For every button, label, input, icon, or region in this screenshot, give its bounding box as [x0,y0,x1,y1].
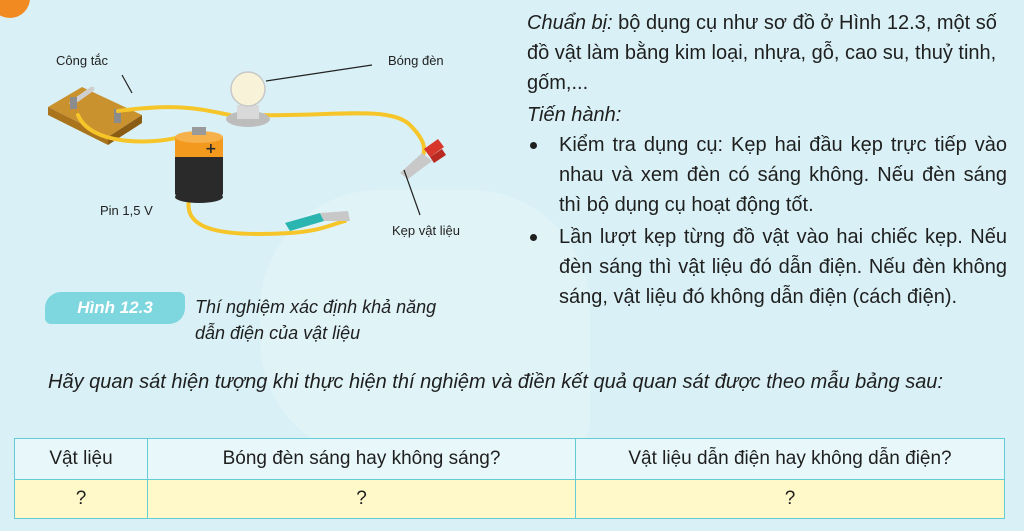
bullet-icon [530,142,537,149]
figure-badge: Hình 12.3 [45,292,185,324]
cell-conductivity: ? [576,480,1005,519]
bullet-icon [530,234,537,241]
results-table [14,438,1005,519]
corner-badge [0,0,30,18]
svg-text:+: + [205,141,217,157]
bulb-label: Bóng đèn [388,53,444,68]
procedure-list [527,130,1007,312]
instruction-text: Hãy quan sát hiện tượng khi thực hiện thí nghiệm và điền kết quả quan sát được theo mẫu bảng sau: [48,371,943,393]
preparation-body: bộ dụng cụ như sơ đồ ở Hình 12.3, một số đồ vật làm bằng kim loại, nhựa, gỗ, cao su, thuỷ tinh, gốm,... [527,12,997,94]
procedure-step [527,130,1007,220]
switch-board [48,87,142,145]
procedure-step-text: Kiểm tra dụng cụ: Kẹp hai đầu kẹp trực tiếp vào nhau và xem đèn có sáng không. Nếu đèn sáng thì bộ dụng cụ hoạt động tốt. [559,134,1007,216]
bulb [226,72,270,127]
preparation-paragraph [527,8,1007,98]
procedure-step-text: Lần lượt kẹp từng đồ vật vào hai chiếc kẹp. Nếu đèn sáng thì vật liệu đó dẫn điện. Nếu đèn không sáng, vật liệu đó không dẫn điện (cách điện). [559,226,1007,308]
procedure-heading: Tiến hành: [527,104,622,126]
header-conductivity: Vật liệu dẫn điện hay không dẫn điện? [576,439,1005,480]
battery-label: Pin 1,5 V [100,203,153,218]
battery [175,127,223,203]
clips-label: Kẹp vật liệu [392,223,460,238]
table-row [15,480,1005,519]
table-header-row [15,439,1005,480]
figure-caption-text [195,294,505,346]
circuit-diagram [30,45,490,265]
cell-bulb-lit: ? [148,480,576,519]
caption-line-2: dẫn điện của vật liệu [195,323,361,343]
switch-label: Công tắc [56,53,109,68]
procedure-step [527,222,1007,312]
procedure-text [527,8,1007,312]
preparation-label: Chuẩn bị: [527,12,613,34]
header-material: Vật liệu [15,439,148,480]
cell-material: ? [15,480,148,519]
caption-line-1: Thí nghiệm xác định khả năng [195,297,437,317]
header-bulb-lit: Bóng đèn sáng hay không sáng? [148,439,576,480]
